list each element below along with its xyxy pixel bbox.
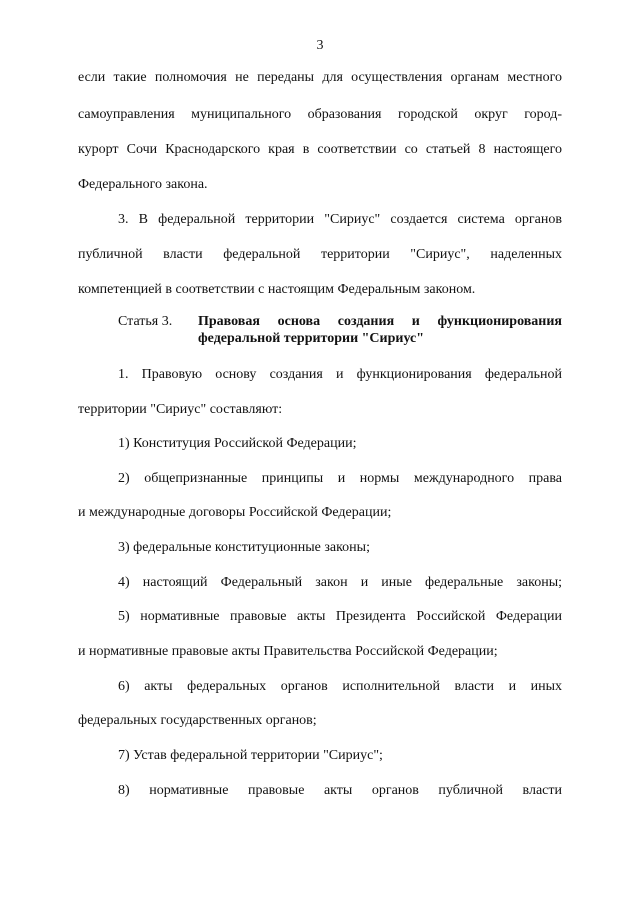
list-item: 5) нормативные правовые акты Президента Российской Федерации bbox=[118, 609, 562, 624]
paragraph-line: территории "Сириус" составляют: bbox=[78, 402, 283, 417]
list-item: 3) федеральные конституционные законы; bbox=[118, 540, 370, 555]
list-item: 2) общепризнанные принципы и нормы международного права bbox=[118, 471, 562, 486]
article-title-line: Правовая основа создания и функционирования bbox=[198, 314, 562, 329]
list-item: 4) настоящий Федеральный закон и иные федеральные законы; bbox=[118, 575, 562, 590]
list-item: 6) акты федеральных органов исполнительной власти и иных bbox=[118, 679, 562, 694]
article-title-line: федеральной территории "Сириус" bbox=[198, 331, 425, 346]
paragraph-line: и международные договоры Российской Федерации; bbox=[78, 505, 392, 520]
page-number: 3 bbox=[316, 38, 324, 53]
paragraph-line: 1. Правовую основу создания и функционирования федеральной bbox=[118, 367, 562, 382]
paragraph-line: курорт Сочи Краснодарского края в соответствии со статьей 8 настоящего bbox=[78, 142, 562, 157]
article-title bbox=[198, 313, 562, 347]
paragraph-line: самоуправления муниципального образования городской округ город- bbox=[78, 107, 562, 122]
paragraph-line: федеральных государственных органов; bbox=[78, 713, 317, 728]
paragraph-line: если такие полномочия не переданы для осуществления органам местного bbox=[78, 70, 562, 85]
paragraph-line: Федерального закона. bbox=[78, 177, 208, 192]
paragraph-line: 3. В федеральной территории "Сириус" создается система органов bbox=[118, 212, 562, 227]
article-label: Статья 3. bbox=[118, 314, 173, 329]
paragraph-line: и нормативные правовые акты Правительства Российской Федерации; bbox=[78, 644, 498, 659]
list-item: 1) Конституция Российской Федерации; bbox=[118, 436, 357, 451]
paragraph-line: компетенцией в соответствии с настоящим Федеральным законом. bbox=[78, 282, 476, 297]
paragraph-line: публичной власти федеральной территории "Сириус", наделенных bbox=[78, 247, 562, 262]
list-item: 8) нормативные правовые акты органов публичной власти bbox=[118, 783, 562, 798]
list-item: 7) Устав федеральной территории "Сириус"; bbox=[118, 748, 383, 763]
